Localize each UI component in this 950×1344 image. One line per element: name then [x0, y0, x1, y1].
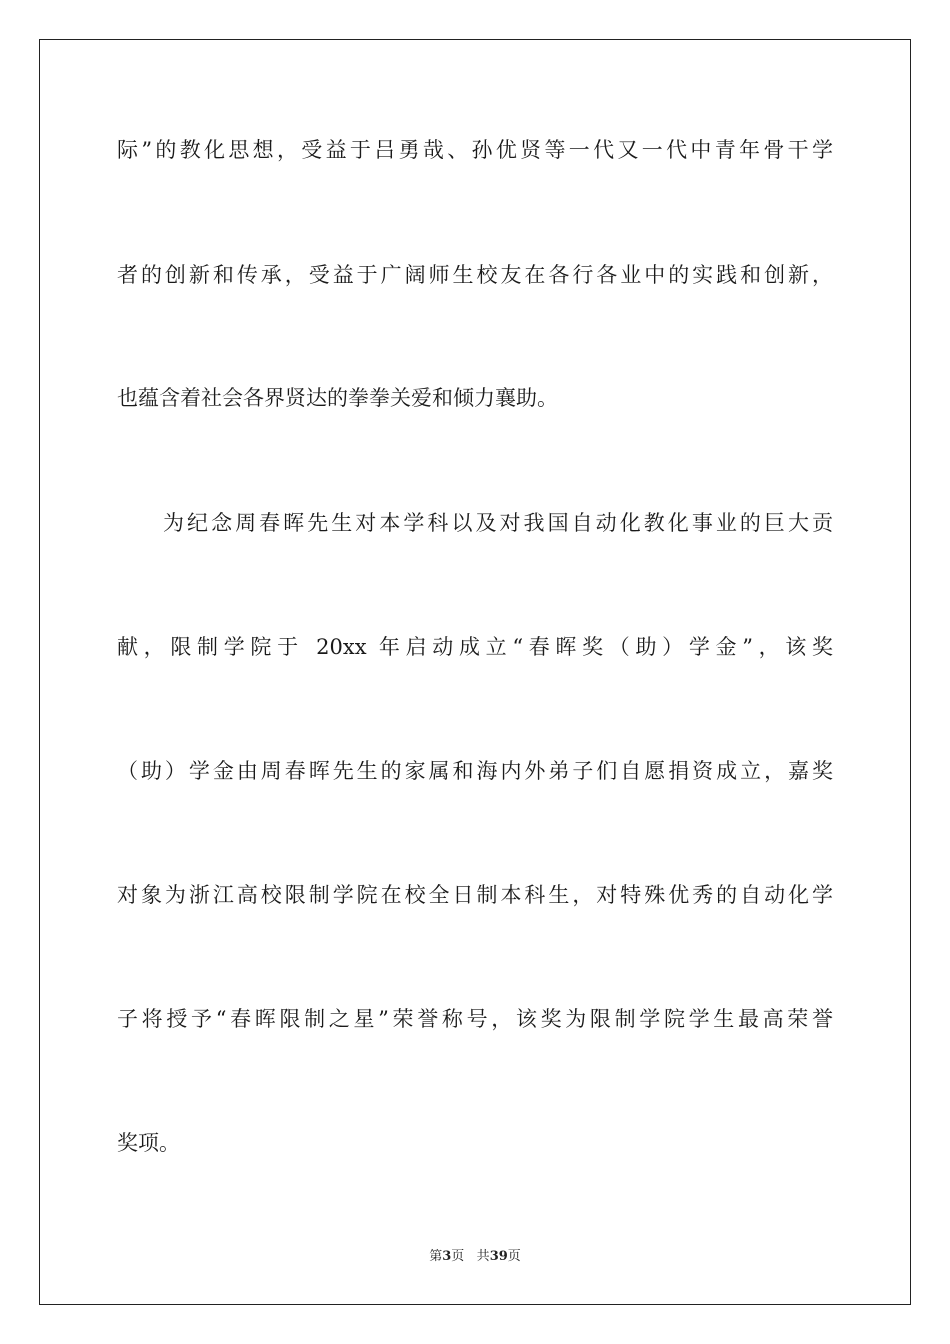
text-line-2: 者的创新和传承，受益于广阔师生校友在各行各业中的实践和创新， [117, 263, 833, 287]
text-line-9: 奖项。 [117, 1131, 180, 1155]
text-line-5: 献，限制学院于 20xx 年启动成立“春晖奖（助）学金”，该奖 [117, 635, 833, 659]
page-number: 3 [442, 1249, 452, 1264]
total-suffix: 页 [507, 1249, 521, 1264]
text-line-4: 为纪念周春晖先生对本学科以及对我国自动化教化事业的巨大贡 [163, 511, 833, 535]
page-prefix: 第 [429, 1249, 443, 1264]
total-pages: 39 [489, 1249, 508, 1264]
text-line-8: 子将授予“春晖限制之星”荣誉称号，该奖为限制学院学生最高荣誉 [117, 1007, 833, 1031]
page-footer [0, 1248, 950, 1266]
text-line-7: 对象为浙江高校限制学院在校全日制本科生，对特殊优秀的自动化学 [117, 883, 833, 907]
text-line-6: （助）学金由周春晖先生的家属和海内外弟子们自愿捐资成立，嘉奖 [117, 759, 833, 783]
total-prefix: 共 [476, 1249, 490, 1264]
text-line-3: 也蕴含着社会各界贤达的拳拳关爱和倾力襄助。 [117, 386, 558, 410]
page-suffix: 页 [451, 1249, 465, 1264]
text-line-1: 际”的教化思想，受益于吕勇哉、孙优贤等一代又一代中青年骨干学 [117, 138, 833, 162]
page-frame [39, 39, 911, 1305]
